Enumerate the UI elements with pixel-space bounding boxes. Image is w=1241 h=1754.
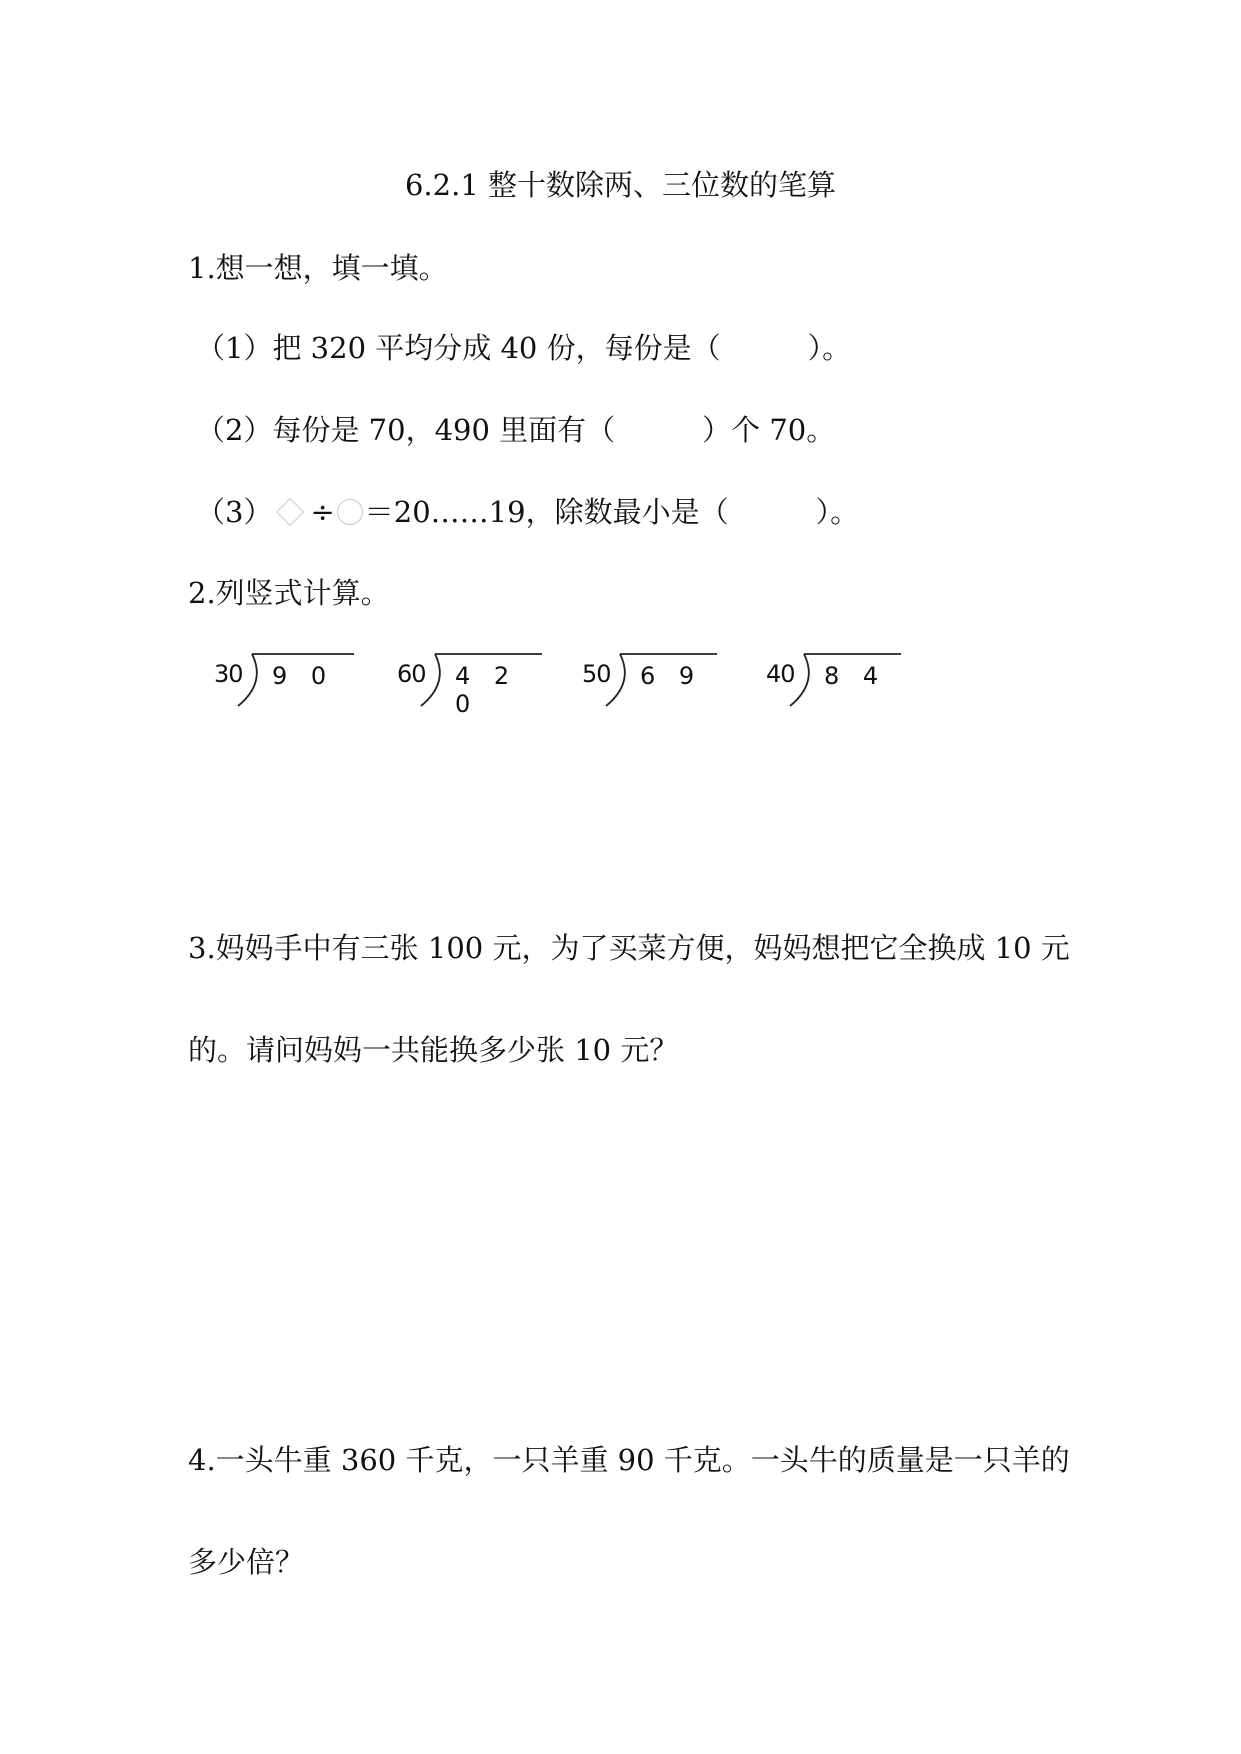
circle-icon [337,499,363,525]
long-division-4 [766,648,901,712]
divisor: 30 [214,660,243,688]
divisor: 50 [582,660,611,688]
dividend: 6 9 [640,662,703,690]
divisor: 40 [766,660,795,688]
divisor: 60 [397,660,426,688]
q1-item-3-prefix: （3） [196,495,273,529]
q1-item-2: （2）每份是 70，490 里面有（ ）个 70。 [196,413,836,447]
q3-line-2: 的。请问妈妈一共能换多少张 10 元？ [188,1033,679,1067]
dividend: 4 2 0 [455,662,518,718]
q1-item-3 [196,492,859,532]
divide-sign: ÷ [310,495,335,529]
page-title: 6.2.1 整十数除两、三位数的笔算 [404,168,836,202]
q1-heading: 1.想一想，填一填。 [188,251,448,285]
long-division-2 [397,648,542,718]
long-division-3 [582,648,717,712]
q1-item-1: （1）把 320 平均分成 40 份，每份是（ ）。 [196,331,852,365]
q2-heading: 2.列竖式计算。 [188,576,390,610]
diamond-icon [276,498,304,526]
q4-line-1: 4.一头牛重 360 千克，一只羊重 90 千克。一头牛的质量是一只羊的 [188,1443,1070,1477]
q1-item-3-suffix: ＝20……19，除数最小是（ ）。 [364,495,860,529]
long-division-1 [214,648,354,712]
dividend: 9 0 [272,662,335,690]
dividend: 8 4 [824,662,887,690]
q4-line-2: 多少倍？ [188,1545,305,1579]
q3-line-1: 3.妈妈手中有三张 100 元，为了买菜方便，妈妈想把它全换成 10 元 [188,931,1070,965]
